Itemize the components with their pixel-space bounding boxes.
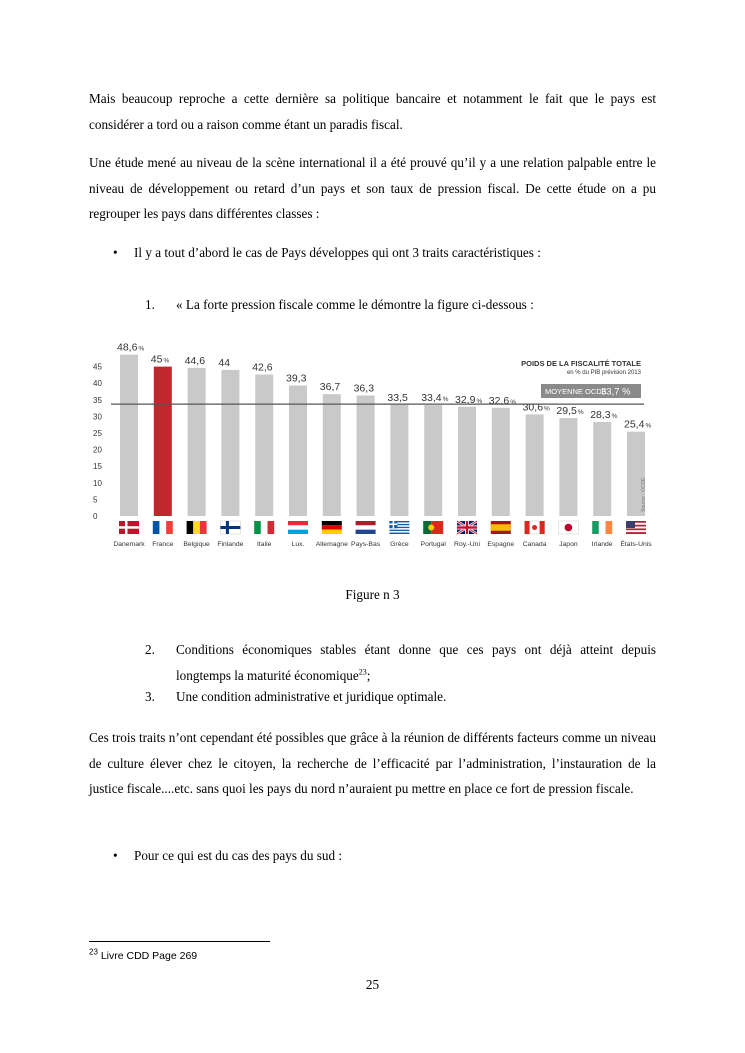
list-text: « La forte pression fiscale comme le démontre la figure ci-dessous : (176, 297, 534, 312)
figure-caption: Figure n 3 (345, 587, 400, 602)
data-label: 36,7 (319, 381, 341, 394)
category-label: Danemark (113, 541, 145, 548)
bar (458, 407, 476, 516)
flag-part (356, 530, 376, 534)
y-tick-label: 25 (93, 429, 102, 438)
data-label: 45% (150, 353, 170, 366)
bar (255, 375, 273, 516)
flag-part (565, 524, 573, 532)
y-tick-label: 20 (93, 445, 102, 455)
bar (559, 418, 577, 516)
y-tick-label: 40 (93, 379, 102, 389)
flag-part (389, 533, 409, 534)
list-number: 3. (145, 689, 155, 704)
category-label: Irlande (591, 541, 613, 548)
flag-part (626, 528, 646, 530)
flag-part (532, 525, 537, 530)
data-label: 42,6 (252, 361, 273, 374)
flag-part (288, 525, 308, 529)
flag-part (200, 521, 207, 534)
footnote-text: Livre CDD Page 269 (97, 950, 198, 962)
data-label: 33,4% (421, 392, 449, 405)
flag-part (356, 525, 376, 529)
bar (593, 422, 611, 516)
flag-part (428, 525, 434, 531)
data-label: 44 (218, 356, 231, 369)
flag-part (220, 526, 240, 529)
list-text: Une condition administrative et juridique optimale. (176, 689, 447, 704)
y-tick-label: 30 (93, 412, 102, 422)
bar (188, 368, 206, 516)
data-label: 29,5% (556, 405, 584, 418)
flag-part (119, 526, 139, 529)
y-tick-label: 45 (93, 362, 102, 372)
flag-part (193, 521, 200, 534)
y-tick-label: 15 (93, 462, 102, 472)
data-label: 25,4% (624, 418, 652, 431)
page-number: 25 (365, 977, 380, 992)
flag-part (254, 521, 261, 534)
bar (221, 370, 239, 516)
category-label: Canada (522, 541, 547, 548)
bar (526, 414, 544, 516)
flag-part (159, 521, 166, 534)
flag-part (322, 521, 342, 525)
flag-part (606, 521, 613, 534)
data-label: 28,3% (590, 409, 618, 422)
flag-part (288, 521, 308, 525)
y-tick-label: 5 (93, 495, 98, 505)
data-label: 32,9% (455, 393, 483, 406)
bar (357, 395, 375, 516)
tax-burden-chart (89, 340, 656, 562)
flag-part (592, 521, 599, 534)
bar (154, 367, 172, 516)
paragraph-intro: Mais beaucoup reproche a cette dernière sa politique bancaire et notamment le fait que le pays est considérer a tord ou a raison comme étant un paradis fiscal. (89, 91, 656, 132)
flag-part (322, 530, 342, 534)
flag-part (322, 525, 342, 529)
footnote-ref[interactable]: 23 (358, 667, 367, 677)
category-label: Roy.-Uni (454, 541, 480, 548)
bar (323, 394, 341, 516)
bar (289, 386, 307, 516)
footnote-separator (89, 941, 270, 942)
flag-part (389, 528, 409, 529)
flag-part (187, 521, 194, 534)
category-label: Portugal (420, 541, 446, 548)
category-label: Pays-Bas (351, 541, 381, 548)
flag-part (356, 521, 376, 525)
data-label: 30,6% (522, 401, 550, 414)
data-label: 48,6% (117, 341, 145, 354)
category-label: Grèce (390, 541, 409, 548)
flag-part (626, 521, 635, 528)
flag-part (389, 523, 397, 525)
data-label: 36,3 (353, 382, 375, 395)
footnote-number: 23 (89, 947, 98, 957)
y-tick-label: 10 (93, 478, 102, 488)
flag-part (626, 530, 646, 532)
flag-part (525, 521, 530, 534)
data-label: 39,3 (286, 372, 307, 385)
list-number: 1. (145, 297, 155, 312)
y-tick-label: 0 (93, 512, 98, 521)
bullet-icon: • (113, 245, 118, 260)
category-label: Lux. (291, 541, 305, 548)
paragraph-study: Une étude mené au niveau de la scène international il a été prouvé qu’il y a une relation palpable entre le niveau de développement ou retard d’un pays et son taux de pression fiscal. De cette étude on a pu regrouper les pays dans différentes classes : (89, 155, 656, 221)
y-tick-label: 35 (93, 395, 102, 405)
data-label: 33,5 (387, 391, 408, 404)
flag-part (599, 521, 606, 534)
flag-part (268, 521, 275, 534)
flag-part (626, 532, 646, 534)
list-number: 2. (145, 642, 155, 657)
flag-part (389, 531, 409, 532)
flag-part (153, 521, 160, 534)
category-label: Espagne (487, 541, 515, 548)
chart-title: POIDS DE LA FISCALITÉ TOTALE (521, 359, 641, 368)
bullet-icon: • (113, 848, 118, 863)
category-label: Finlande (217, 541, 244, 548)
category-label: France (152, 541, 174, 548)
flag-part (288, 530, 308, 534)
bar (120, 355, 138, 516)
footnote (89, 947, 198, 962)
flag-part (457, 526, 477, 528)
flag-part (166, 521, 173, 534)
chart-source: Source : OCDE (641, 477, 647, 512)
category-label: Belgique (183, 541, 210, 548)
chart-subtitle: en % du PIB prévision 2013 (566, 370, 641, 376)
flag-part (491, 524, 511, 531)
bar (390, 405, 408, 516)
flag-part (540, 521, 545, 534)
category-label: Japon (559, 541, 578, 548)
bullet-text: Il y a tout d’abord le cas de Pays développes qui ont 3 traits caractéristiques : (134, 245, 541, 260)
average-value: 33,7 % (601, 386, 631, 398)
data-label: 44,6 (184, 354, 206, 367)
bullet-text: Pour ce qui est du cas des pays du sud : (134, 848, 343, 863)
bar (424, 405, 442, 516)
flag-part (389, 530, 409, 531)
list-text: Conditions économiques stables étant donne que ces pays ont déjà atteint depuis longtemps la maturité économique$^{23}$; (176, 642, 656, 683)
paragraph-factors: Ces trois traits n’ont cependant été possibles que grâce à la réunion de différents facteurs comme un niveau de culture élever chez le citoyen, la recherche de l’efficacité par l’administration, l’instauration de la justice fiscale....etc. sans quoi les pays du nord n’auraient pu mettre en place ce fort de pression fiscale. (89, 730, 656, 796)
category-label: Italie (257, 541, 272, 548)
flag-part (261, 521, 268, 534)
category-label: Allemagne (315, 541, 348, 548)
average-label: MOYENNE OCDE (545, 387, 607, 396)
bar (492, 408, 510, 516)
category-label: États-Unis (620, 541, 652, 548)
data-label: 32,6% (488, 394, 517, 407)
